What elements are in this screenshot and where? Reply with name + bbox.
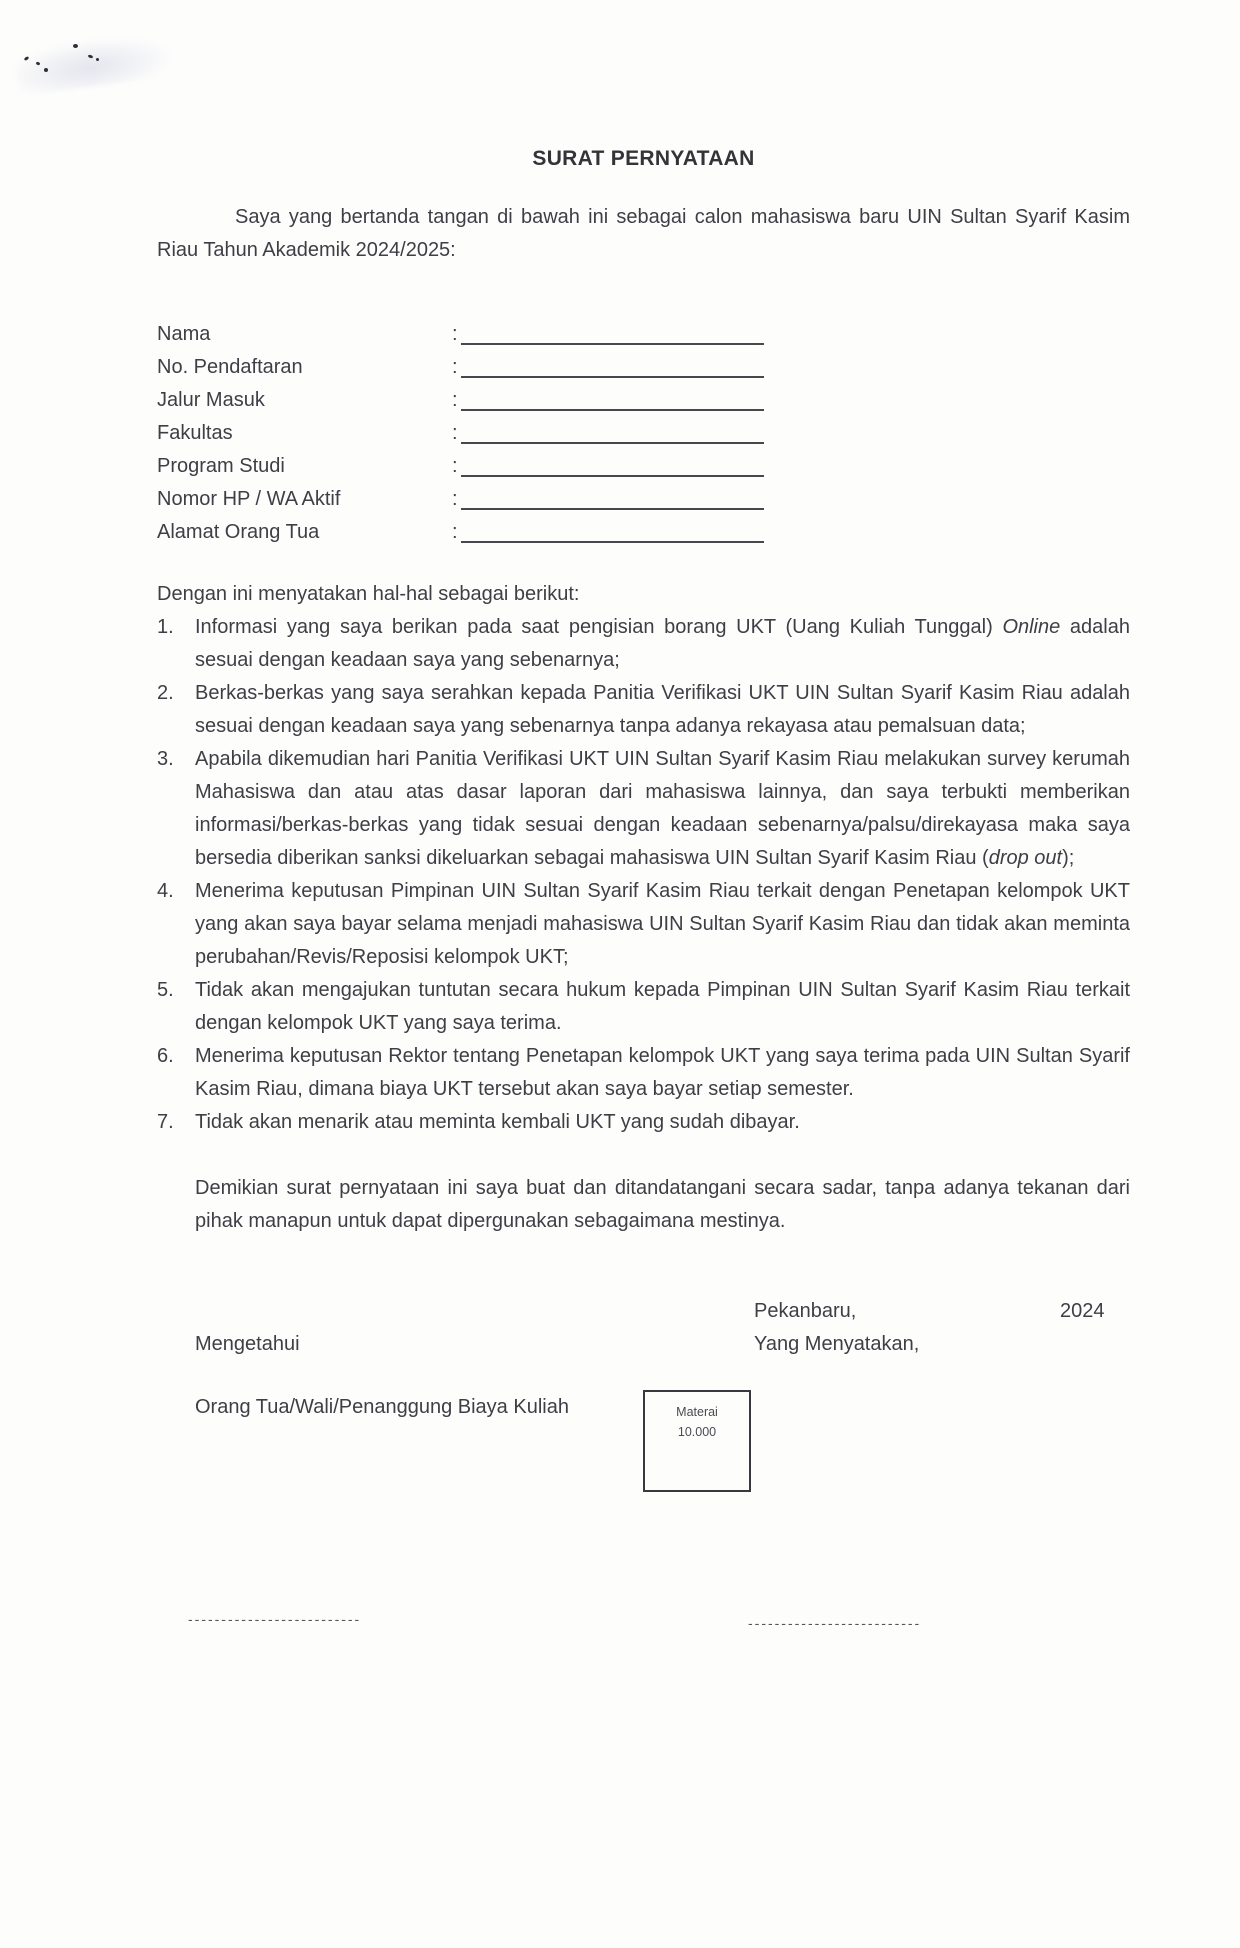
field-colon: : (452, 521, 458, 543)
statement-intro: Dengan ini menyatakan hal-hal sebagai berikut: (157, 583, 580, 605)
signature-city: Pekanbaru, (754, 1300, 857, 1322)
statement-number: 5. (157, 979, 174, 1001)
statement-number: 2. (157, 682, 174, 704)
statement-text: Menerima keputusan Rektor tentang Penetapan kelompok UKT yang saya terima pada UIN Sultan Syarif Kasim Riau, dimana biaya UKT tersebut akan saya bayar setiap semester. (195, 1045, 1130, 1100)
field-colon: : (452, 389, 458, 411)
signature-dash-right: -------------------------- (748, 1615, 922, 1631)
field-underline (461, 488, 764, 510)
statement-item (157, 743, 1130, 875)
field-label: Nomor HP / WA Aktif (157, 488, 341, 510)
field-label: No. Pendaftaran (157, 356, 303, 378)
statement-item (157, 1040, 1130, 1106)
field-underline (461, 422, 764, 444)
field-row (157, 450, 1130, 483)
statements-list (157, 611, 1130, 1139)
field-label: Jalur Masuk (157, 389, 265, 411)
statement-number: 6. (157, 1045, 174, 1067)
field-colon: : (452, 488, 458, 510)
statement-text: Berkas-berkas yang saya serahkan kepada Panitia Verifikasi UKT UIN Sultan Syarif Kasim Riau adalah sesuai dengan keadaan saya yang sebenarnya tanpa adanya rekayasa atau pemalsuan data; (195, 682, 1130, 737)
field-underline (461, 455, 764, 477)
field-underline (461, 323, 764, 345)
statement-text: Informasi yang saya berikan pada saat pengisian borang UKT (Uang Kuliah Tunggal) Online adalah sesuai dengan keadaan saya yang sebenarnya; (195, 616, 1130, 671)
field-label: Nama (157, 323, 211, 345)
field-colon: : (452, 455, 458, 477)
field-underline (461, 356, 764, 378)
signature-area (157, 1295, 1130, 1915)
field-colon: : (452, 422, 458, 444)
statement-item (157, 611, 1130, 677)
field-row (157, 417, 1130, 450)
signature-left-role: Orang Tua/Wali/Penanggung Biaya Kuliah (195, 1396, 569, 1418)
scan-dot-artifact (96, 58, 99, 61)
field-underline (461, 521, 764, 543)
fields (157, 318, 1130, 549)
document-content (157, 0, 1130, 1915)
field-row (157, 351, 1130, 384)
statement-number: 4. (157, 880, 174, 902)
closing-paragraph: Demikian surat pernyataan ini saya buat dan ditandatangani secara sadar, tanpa adanya tekanan dari pihak manapun untuk dapat dipergunakan sebagaimana mestinya. (195, 1177, 1130, 1232)
field-label: Program Studi (157, 455, 285, 477)
intro-paragraph: Saya yang bertanda tangan di bawah ini sebagai calon mahasiswa baru UIN Sultan Syarif Kasim Riau Tahun Akademik 2024/2025: (157, 206, 1130, 261)
scan-dot-artifact (44, 68, 48, 72)
signature-dash-left: -------------------------- (188, 1611, 362, 1627)
field-label: Fakultas (157, 422, 233, 444)
field-colon: : (452, 323, 458, 345)
statement-number: 1. (157, 616, 174, 638)
document-title: SURAT PERNYATAAN (532, 147, 755, 170)
stamp-box (643, 1390, 751, 1492)
stamp-value: 10.000 (677, 1425, 717, 1439)
field-row (157, 516, 1130, 549)
statement-text: Tidak akan menarik atau meminta kembali UKT yang sudah dibayar. (195, 1111, 800, 1133)
statement-item (157, 677, 1130, 743)
statement-text: Apabila dikemudian hari Panitia Verifikasi UKT UIN Sultan Syarif Kasim Riau melakukan survey kerumah Mahasiswa dan atau atas dasar laporan dari mahasiswa lainnya, dan saya terbukti memberikan informasi/berkas-berkas yang tidak sesuai dengan keadaan sebenarnya/palsu/direkayasa maka saya bersedia diberikan sanksi dikeluarkan sebagai mahasiswa UIN Sultan Syarif Kasim Riau (drop out); (195, 748, 1130, 869)
statement-item (157, 1106, 1130, 1139)
field-underline (461, 389, 764, 411)
stamp-label: Materai (676, 1405, 718, 1419)
field-colon: : (452, 356, 458, 378)
statement-item (157, 974, 1130, 1040)
scan-dot-artifact (73, 44, 78, 48)
statement-number: 3. (157, 748, 174, 770)
statement-item (157, 875, 1130, 974)
field-label: Alamat Orang Tua (157, 521, 320, 543)
field-row (157, 384, 1130, 417)
field-row (157, 483, 1130, 516)
statement-text: Menerima keputusan Pimpinan UIN Sultan Syarif Kasim Riau terkait dengan Penetapan kelompok UKT yang akan saya bayar selama menjadi mahasiswa UIN Sultan Syarif Kasim Riau dan tidak akan meminta perubahan/Revis/Reposisi kelompok UKT; (195, 880, 1130, 968)
statement-number: 7. (157, 1111, 174, 1133)
field-row (157, 318, 1130, 351)
signature-right-heading: Yang Menyatakan, (754, 1333, 920, 1355)
signature-year: 2024 (1060, 1300, 1105, 1322)
signature-left-heading: Mengetahui (195, 1333, 300, 1355)
statement-text: Tidak akan mengajukan tuntutan secara hukum kepada Pimpinan UIN Sultan Syarif Kasim Riau terkait dengan kelompok UKT yang saya terima. (195, 979, 1130, 1034)
